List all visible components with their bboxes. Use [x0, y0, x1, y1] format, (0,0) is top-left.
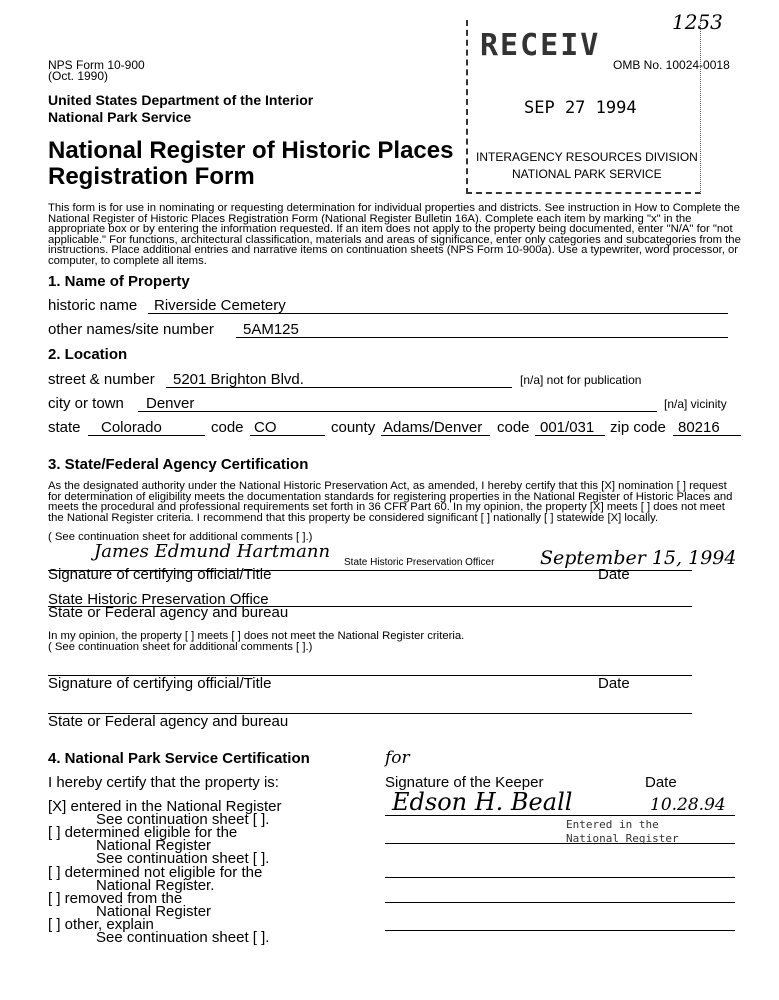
county-code-underline: [535, 435, 605, 436]
historic-name-underline: [148, 313, 728, 314]
agency-name: National Park Service: [48, 109, 192, 125]
option-eligible-line2: National Register: [96, 837, 212, 854]
option-entered-continuation: See continuation sheet [ ].: [96, 811, 270, 828]
vicinity: [n/a] vicinity: [664, 397, 727, 411]
keeper-line-2: [385, 843, 735, 844]
opinion-text: In my opinion, the property [ ] meets [ ] does not meet the National Register criteria.: [48, 630, 465, 642]
other-names-value[interactable]: 5AM125: [243, 321, 299, 338]
received-stamp: [466, 20, 701, 194]
county-underline: [381, 435, 490, 436]
omb-number: OMB No. 10024-0018: [613, 58, 730, 72]
agency-label-1: State or Federal agency and bureau: [48, 604, 289, 621]
signature-label-1: Signature of certifying official/Title: [48, 566, 272, 583]
keeper-line-5: [385, 930, 735, 931]
keeper-date-label: Date: [645, 774, 677, 791]
section4-heading: 4. National Park Service Certification: [48, 750, 310, 767]
entered-stamp-line1: Entered in the: [566, 818, 659, 831]
section2-heading: 2. Location: [48, 346, 128, 363]
not-for-publication: [n/a] not for publication: [520, 373, 642, 387]
state-code-underline: [250, 435, 325, 436]
stamp-division: INTERAGENCY RESOURCES DIVISION: [476, 150, 698, 164]
handwritten-number: 1253: [672, 10, 723, 34]
other-names-underline: [236, 337, 728, 338]
continuation-note-2: ( See continuation sheet for additional comments [ ].): [48, 641, 313, 653]
continuation-note-1: ( See continuation sheet for additional comments [ ].): [48, 531, 313, 543]
certification-paragraph: As the designated authority under the National Historic Preservation Act, as amended, I hereby certify that this [X] nomination [ ] request for determination of eligibility meets the documentation standards for registering properties in the National Register of Historic Places and meets the procedural and professional requirements set forth in 36 CFR Part 60. In my opinion, the property [X] meets [ ] does not meet the National Register criteria. I recommend that this property be considered significant [ ] nationally [ ] statewide [X] locally.: [48, 480, 733, 524]
for-note: for: [385, 748, 410, 768]
city-underline: [138, 411, 657, 412]
official-title: State Historic Preservation Officer: [344, 557, 495, 568]
state-label: state: [48, 419, 81, 436]
form-title-line1: National Register of Historic Places: [48, 137, 454, 164]
entered-stamp-line2: National Register: [566, 832, 679, 845]
city-value[interactable]: Denver: [146, 395, 195, 412]
state-underline: [88, 435, 205, 436]
option-removed-line2: National Register: [96, 903, 212, 920]
historic-name-value[interactable]: Riverside Cemetery: [154, 297, 286, 314]
instructions-paragraph: This form is for use in nominating or requesting determination for individual properties and districts. See instruction in How to Complete the National Register of Historic Places Registration Form (National Register Bulletin 16A). Complete each item by marking "x" in the appropriate box or by entering the information requested. If an item does not apply to the property being documented, enter "N/A" for "not applicable." For functions, architectural classification, materials and areas of significance, enter only categories and subcategories from the instructions. Place additional entries and narrative items on continuation sheets (NPS Form 10-900a). Use a typewriter, word processor, or computer, to complete all items.: [48, 202, 741, 267]
county-value[interactable]: Adams/Denver: [383, 419, 483, 436]
form-date: (Oct. 1990): [48, 69, 109, 83]
option-other[interactable]: [ ] other, explain: [48, 916, 154, 933]
date-label-1: Date: [598, 566, 630, 583]
zip-underline: [673, 435, 741, 436]
stamp-date: SEP 27 1994: [524, 98, 637, 118]
county-code-label: code: [497, 419, 530, 436]
street-label: street & number: [48, 371, 155, 388]
certify-text: I hereby certify that the property is:: [48, 774, 279, 791]
official-signature: James Edmund Hartmann: [94, 541, 331, 562]
option-not-eligible[interactable]: [ ] determined not eligible for the: [48, 864, 263, 881]
keeper-line-1: [385, 815, 735, 816]
state-code-value[interactable]: CO: [254, 419, 277, 436]
historic-name-label: historic name: [48, 297, 138, 314]
option-other-continuation: See continuation sheet [ ].: [96, 929, 270, 946]
option-eligible[interactable]: [ ] determined eligible for the: [48, 824, 238, 841]
city-label: city or town: [48, 395, 124, 412]
keeper-date: 10.28.94: [650, 795, 726, 815]
option-eligible-continuation: See continuation sheet [ ].: [96, 850, 270, 867]
street-value[interactable]: 5201 Brighton Blvd.: [173, 371, 304, 388]
keeper-signature-label: Signature of the Keeper: [385, 774, 544, 791]
stamp-service: NATIONAL PARK SERVICE: [512, 167, 662, 181]
section3-heading: 3. State/Federal Agency Certification: [48, 456, 309, 473]
keeper-line-4: [385, 902, 735, 903]
agency-label-2: State or Federal agency and bureau: [48, 713, 289, 730]
keeper-signature: Edson H. Beall: [392, 788, 573, 816]
zip-label: zip code: [610, 419, 666, 436]
option-entered[interactable]: [X] entered in the National Register: [48, 798, 282, 815]
form-number: NPS Form 10-900: [48, 58, 145, 72]
county-code-value[interactable]: 001/031: [540, 419, 595, 436]
department-name: United States Department of the Interior: [48, 92, 314, 108]
state-value[interactable]: Colorado: [101, 419, 162, 436]
county-label: county: [331, 419, 376, 436]
other-names-label: other names/site number: [48, 321, 214, 338]
keeper-line-3: [385, 877, 735, 878]
form-title-line2: Registration Form: [48, 163, 255, 190]
stamp-received: RECEIV: [480, 28, 601, 63]
option-not-eligible-line2: National Register.: [96, 877, 215, 894]
zip-value[interactable]: 80216: [678, 419, 720, 436]
section1-heading: 1. Name of Property: [48, 273, 190, 290]
agency-value[interactable]: State Historic Preservation Office: [48, 591, 269, 608]
code-label: code: [211, 419, 244, 436]
option-removed[interactable]: [ ] removed from the: [48, 890, 183, 907]
signature-label-2: Signature of certifying official/Title: [48, 675, 272, 692]
official-sign-date: September 15, 1994: [540, 547, 737, 569]
date-label-2: Date: [598, 675, 630, 692]
street-underline: [166, 387, 512, 388]
